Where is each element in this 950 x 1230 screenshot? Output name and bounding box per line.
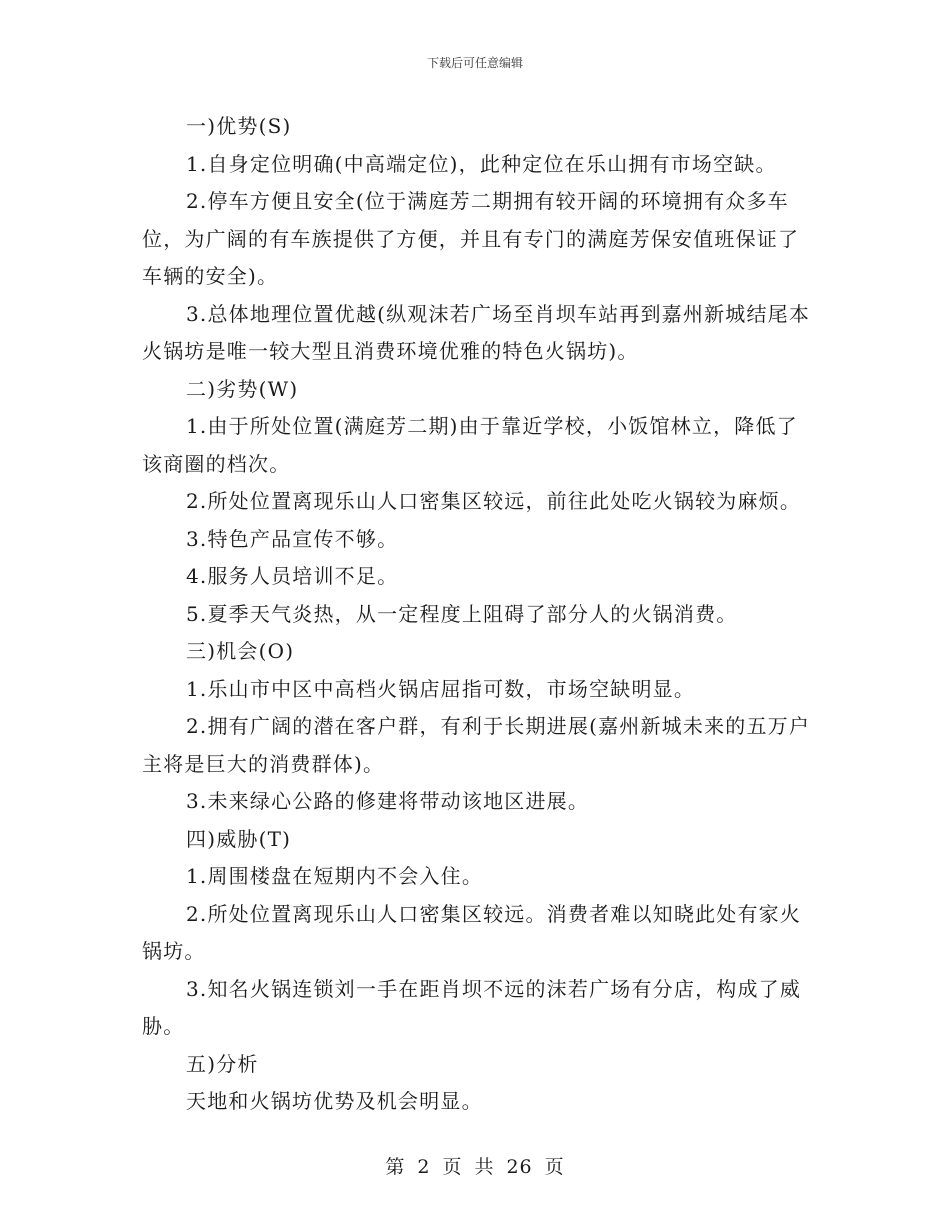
footer-total-label: 共 xyxy=(474,1156,495,1178)
section-heading-strengths: 一)优势(S) xyxy=(186,114,292,138)
paragraph: 1.自身定位明确(中高端定位)，此种定位在乐山拥有市场空缺。 xyxy=(186,151,777,176)
section-heading-weaknesses: 二)劣势(W) xyxy=(186,376,299,401)
paragraph: 4.服务人员培训不足。 xyxy=(186,564,399,588)
paragraph: 2.所处位置离现乐山人口密集区较远。消费者难以知晓此处有家火锅坊。 xyxy=(142,901,802,963)
paragraph: 2.拥有广阔的潜在客户群，有利于长期进展(嘉州新城未来的五万户主将是巨大的消费群体)。 xyxy=(142,714,811,776)
paragraph: 2.所处位置离现乐山人口密集区较远，前往此处吃火锅较为麻烦。 xyxy=(186,489,802,513)
document-body xyxy=(142,108,814,1121)
paragraph: 1.由于所处位置(满庭芳二期)由于靠近学校，小饭馆林立，降低了该商圈的档次。 xyxy=(142,414,798,476)
footer-prefix: 第 xyxy=(385,1156,406,1178)
paragraph: 1.周围楼盘在短期内不会入住。 xyxy=(186,864,484,888)
header-note: 下载后可任意编辑 xyxy=(426,56,523,70)
paragraph: 2.停车方便且安全(位于满庭芳二期拥有较开阔的环境拥有众多车位，为广阔的有车族提供了方便，并且有专门的满庭芳保安值班保证了车辆的安全)。 xyxy=(142,189,800,288)
paragraph: 3.知名火锅连锁刘一手在距肖坝不远的沫若广场有分店，构成了威胁。 xyxy=(142,976,802,1038)
paragraph: 3.总体地理位置优越(纵观沫若广场至肖坝车站再到嘉州新城结尾本火锅坊是唯一较大型且消费环境优雅的特色火锅坊)。 xyxy=(142,301,811,363)
section-heading-analysis: 五)分析 xyxy=(186,1051,259,1076)
paragraph: 1.乐山市中区中高档火锅店屈指可数，市场空缺明显。 xyxy=(186,676,696,701)
paragraph: 天地和火锅坊优势及机会明显。 xyxy=(186,1089,483,1113)
footer-page-unit-end: 页 xyxy=(544,1156,565,1178)
paragraph: 3.特色产品宣传不够。 xyxy=(186,526,399,551)
paragraph: 3.未来绿心公路的修建将带动该地区进展。 xyxy=(186,789,590,813)
section-heading-threats: 四)威胁(T) xyxy=(186,826,292,851)
total-pages-number: 26 xyxy=(506,1156,533,1178)
paragraph: 5.夏季天气炎热，从一定程度上阻碍了部分人的火锅消费。 xyxy=(186,601,738,626)
page-footer xyxy=(0,1152,950,1179)
current-page-number: 2 xyxy=(417,1156,431,1178)
footer-page-unit: 页 xyxy=(442,1156,463,1178)
section-heading-opportunities: 三)机会(O) xyxy=(186,639,295,663)
